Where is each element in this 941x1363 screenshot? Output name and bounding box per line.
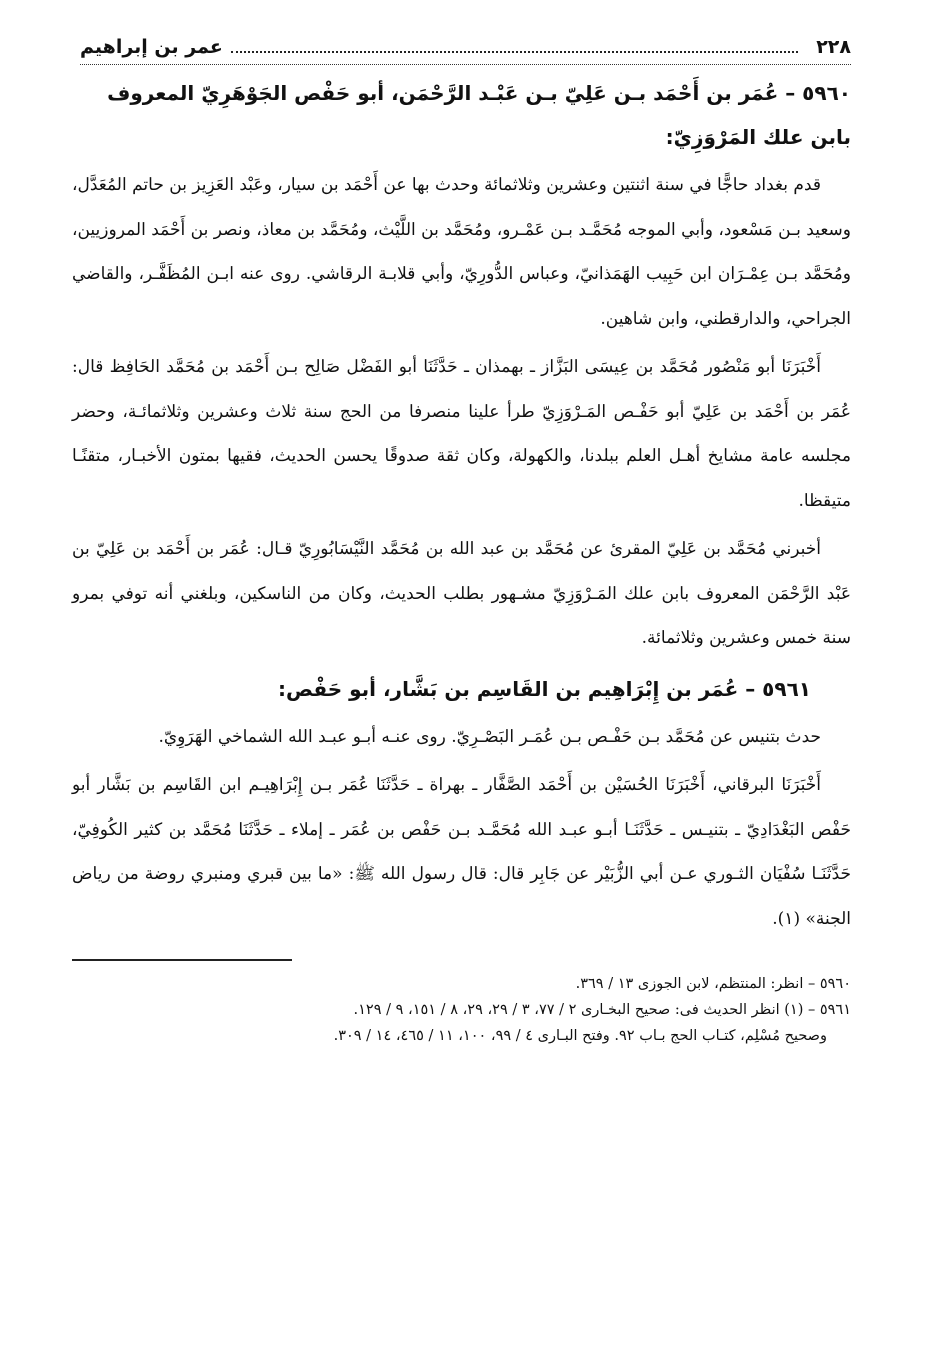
entry-title: ٥٩٦٠ – عُمَر بن أَحْمَد بـن عَلِيّ بـن عَبْـد الرَّحْمَن، أبو حَفْص الجَوْهَرِيّ المعروف بابن علك المَرْوَزِيّ: <box>107 81 851 149</box>
entry-paragraph: أخبرني مُحَمَّد بن عَلِيّ المقرئ عن مُحَمَّد بن عبد الله بن مُحَمَّد النَّيْسَابُورِيّ قـال: عُمَر بن أَحْمَد بن عَلِيّ بن عَبْد الرَّحْمَن المعروف بابن علك المَـرْوَزِيّ مشـهور بطلب الحديث، وكان من الناسكين، وبلغني أنه توفي بمرو سنة خمس وعشرين وثلاثمائة. <box>72 539 851 648</box>
page-number: ٢٢٨ <box>816 36 851 58</box>
entry-paragraph: أَخْبَرَنَا أبو مَنْصُور مُحَمَّد بن عِيسَى البَزَّاز ـ بهمذان ـ حَدَّثَنَا أبو الفَضْل صَالِح بـن أَحْمَد بن مُحَمَّد الحَافِظ قال: عُمَر بن أَحْمَد بن عَلِيّ أبو حَفْـص المَـرْوَزِيّ طرأ علينا منصرفا من الحج سنة ثلاث وعشرين وثلاثمائـة، وحضر مجلسه عامة مشايخ أهـل العلم ببلدنا، والكهولة، وكان ثقة صدوقًا يحسن الحديث، فقيها بمتون الأخبـار، متقنًـا متيقظا. <box>72 357 851 511</box>
entry-paragraph: أَخْبَرَنَا البرقاني، أَخْبَرَنَا الحُسَيْن بن أَحْمَد الصَّفَّار ـ بهراة ـ حَدَّثَنَا عُمَر بـن إِبْرَاهِيـم ابن القَاسِم بن بَشَّار أبو حَفْص البَغْدَادِيّ ـ بتنيـس ـ حَدَّثَنَـا أبـو عبـد الله مُحَمَّـد بـن حَفْص بن عُمَر ـ إملاء ـ حَدَّثَنَا مُحَمَّد بن كثير الكُوفِيّ، حَدَّثَنَـا سُفْيَان الثـوري عـن أبي الزُّبَيْر عن جَابِر قال: قال رسول الله ﷺ: «ما بين قبري ومنبري روضة من رياض الجنة» (١). <box>72 775 851 929</box>
page-header <box>80 30 851 65</box>
entry-5961 <box>72 667 851 942</box>
footnote-5961-continuation: وصحيح مُسْلِم، كتـاب الحج بـاب ٩٢. وفتح البـارى ٤ / ٩٩، ١٠٠، ١١ / ٤٦٥، ١٤ / ٣٠٩. <box>333 1028 827 1044</box>
footnote-5961-text: ٥٩٦١ – (١) انظر الحديث فى: صحيح البخـارى ٢ / ٧٧، ٣ / ٢٩، ٢٩، ٨ / ١٥١، ٩ / ١٢٩. <box>353 1002 851 1018</box>
footnote-5961 <box>72 997 851 1049</box>
entry-title: ٥٩٦١ – عُمَر بن إِبْرَاهِيم بن القَاسِم بن بَشَّار، أبو حَفْص: <box>278 676 811 701</box>
entry-paragraph: حدث بتنيس عن مُحَمَّد بـن حَفْـص بـن عُمَـر البَصْـرِيّ. روى عنـه أبـو عبـد الله الشماخي الهَرَوِيّ. <box>158 726 821 747</box>
header-dotted-leader <box>231 33 798 53</box>
running-title: عمر بن إبراهيم <box>80 36 223 58</box>
entry-5960 <box>72 71 851 661</box>
footnote-separator <box>72 959 292 961</box>
footnote-separator-wrap <box>72 945 851 971</box>
footnote-5960: ٥٩٦٠ – انظر: المنتظم، لابن الجوزى ١٣ / ٣٦٩. <box>575 976 851 992</box>
entry-paragraph: قدم بغداد حاجًّا في سنة اثنتين وعشرين وثلاثمائة وحدث بها عن أَحْمَد بن سيار، وعَبْد العَزِيز بن حاتم المُعَدَّل، وسعيد بـن مَسْعود، وأبي الموجه مُحَمَّـد بـن عَمْـرو، ومُحَمَّد بن اللَّيْث، ومُحَمَّد بن معاذ، ونصر بن أَحْمَد المروزيين، ومُحَمَّد بـن عِمْـرَان ابن حَبِيب الهَمَذانيّ، وعباس الدُّورِيّ، وأبي قلابـة الرقاشي. روى عنه ابـن المُظَفَّـر، والقاضي الجراحي، والدارقطني، وابن شاهين. <box>72 175 851 329</box>
footnotes <box>72 971 851 1049</box>
